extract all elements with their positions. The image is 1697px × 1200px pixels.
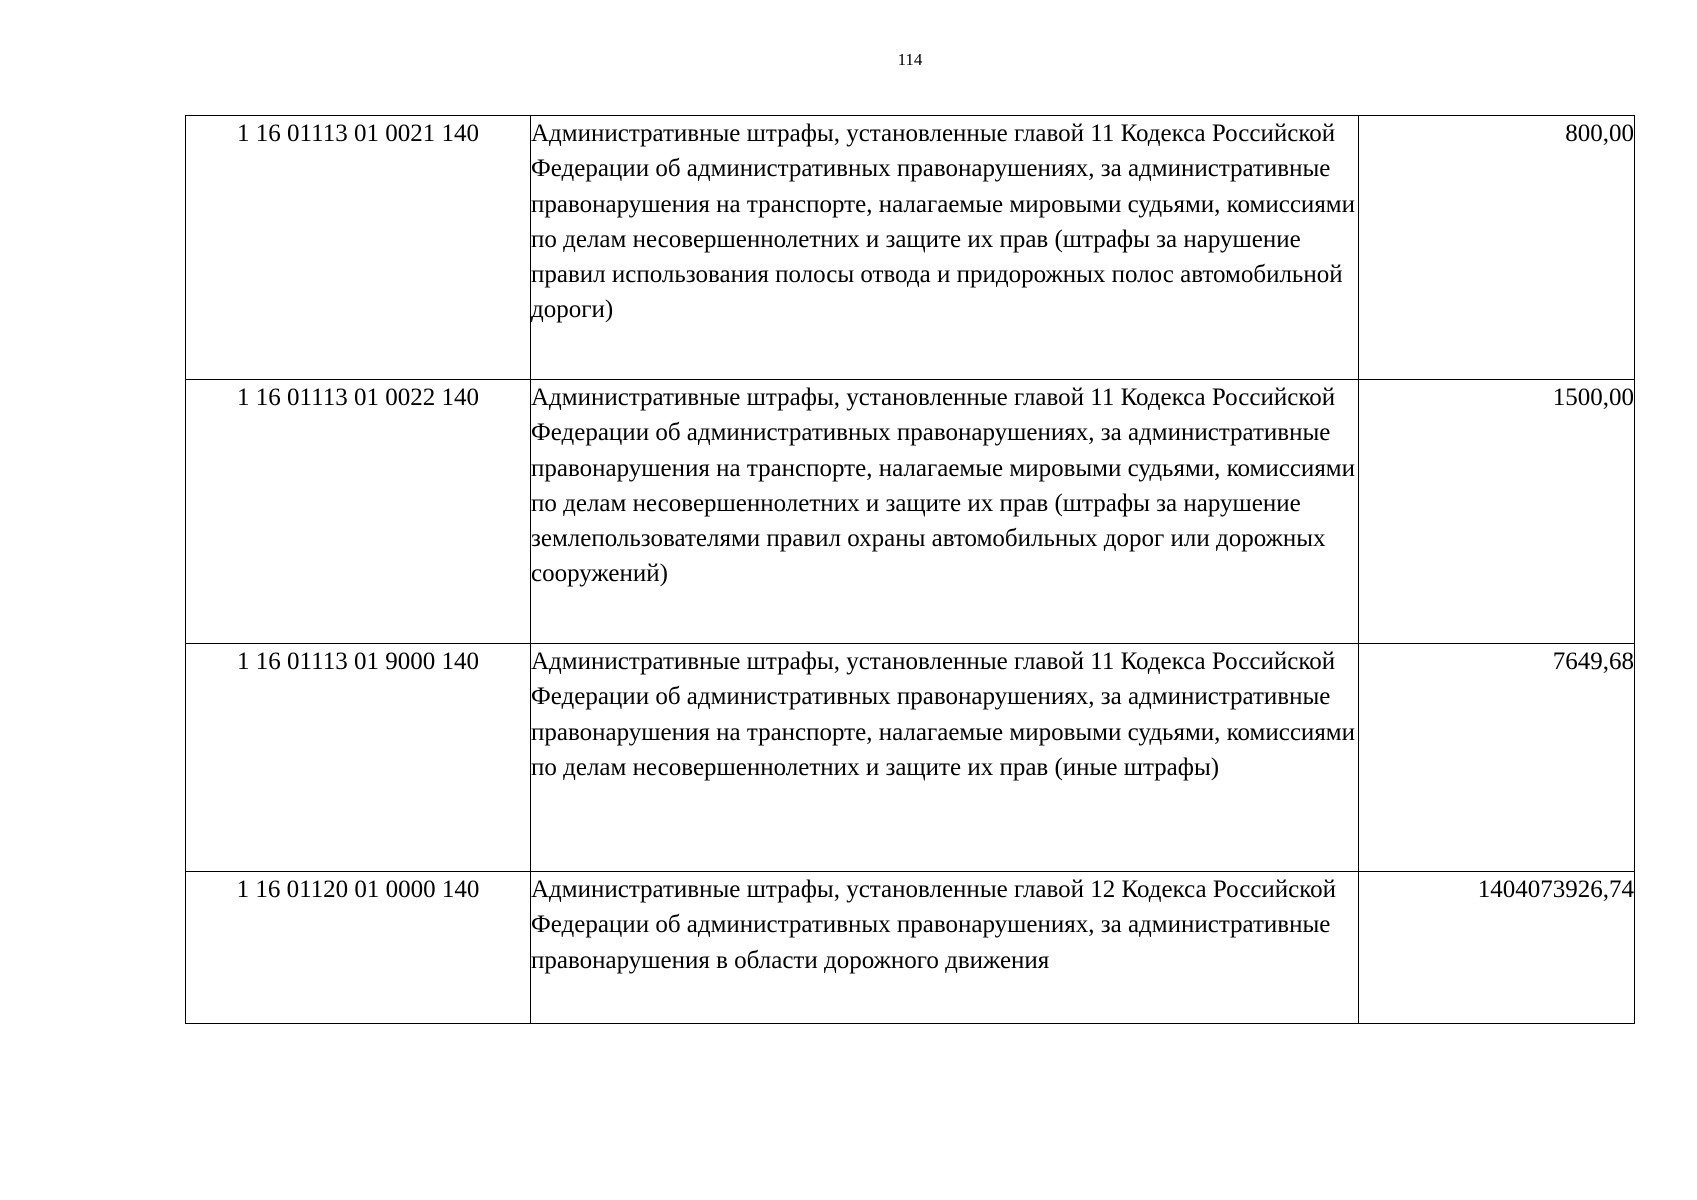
revenue-amount: 800,00 xyxy=(1359,116,1635,380)
revenue-description: Административные штрафы, установленные главой 11 Кодекса Российской Федерации об административных правонарушениях, за административные правонарушения на транспорте, налагаемые мировыми судьями, комиссиями по делам несовершеннолетних и защите их прав (штрафы за нарушение землепользователями правил охраны автомобильных дорог или дорожных сооружений) xyxy=(531,380,1359,644)
revenue-code: 1 16 01113 01 0022 140 xyxy=(186,380,531,644)
revenue-description: Административные штрафы, установленные главой 12 Кодекса Российской Федерации об административных правонарушениях, за административные правонарушения в области дорожного движения xyxy=(531,872,1359,1024)
revenue-code: 1 16 01120 01 0000 140 xyxy=(186,872,531,1024)
revenue-code: 1 16 01113 01 0021 140 xyxy=(186,116,531,380)
revenue-description: Административные штрафы, установленные главой 11 Кодекса Российской Федерации об административных правонарушениях, за административные правонарушения на транспорте, налагаемые мировыми судьями, комиссиями по делам несовершеннолетних и защите их прав (иные штрафы) xyxy=(531,644,1359,872)
table-row xyxy=(186,380,1635,644)
table-row xyxy=(186,116,1635,380)
table-row xyxy=(186,872,1635,1024)
revenue-amount: 7649,68 xyxy=(1359,644,1635,872)
budget-table xyxy=(185,115,1635,1024)
revenue-amount: 1404073926,74 xyxy=(1359,872,1635,1024)
page-number: 114 xyxy=(897,50,923,69)
revenue-amount: 1500,00 xyxy=(1359,380,1635,644)
table-row xyxy=(186,644,1635,872)
revenue-description: Административные штрафы, установленные главой 11 Кодекса Российской Федерации об административных правонарушениях, за административные правонарушения на транспорте, налагаемые мировыми судьями, комиссиями по делам несовершеннолетних и защите их прав (штрафы за нарушение правил использования полосы отвода и придорожных полос автомобильной дороги) xyxy=(531,116,1359,380)
revenue-code: 1 16 01113 01 9000 140 xyxy=(186,644,531,872)
